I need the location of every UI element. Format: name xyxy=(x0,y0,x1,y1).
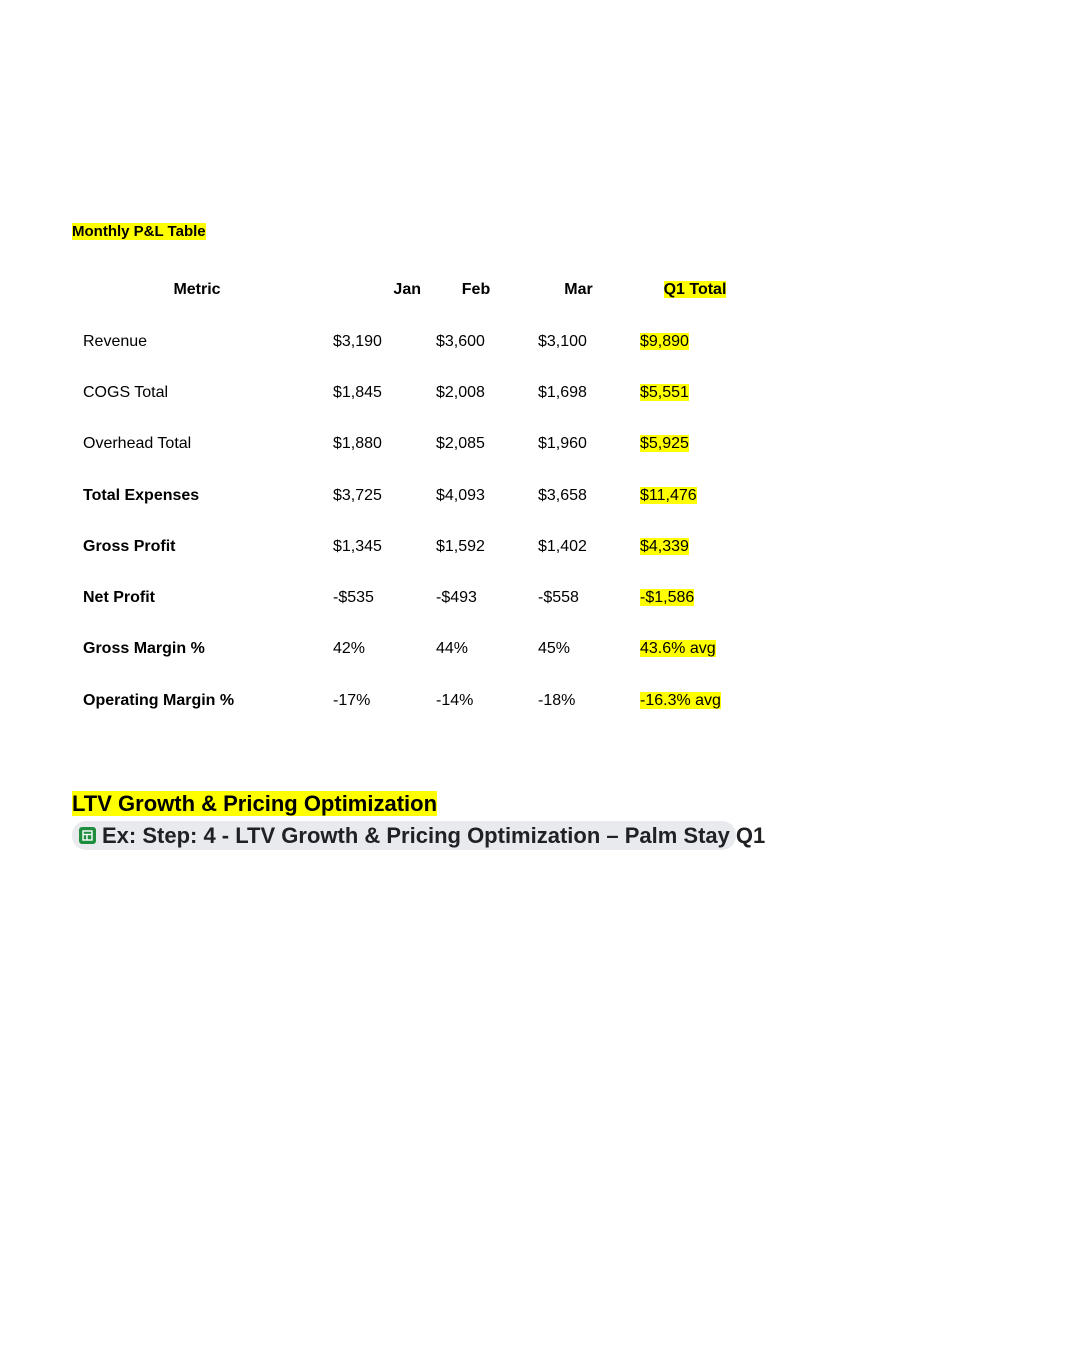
table-row xyxy=(72,470,760,521)
table-header-row xyxy=(72,264,760,316)
cell-mar: -18% xyxy=(538,691,576,709)
cell-mar: $3,100 xyxy=(538,332,587,350)
cell-mar: $3,658 xyxy=(538,486,587,504)
cell-jan: $3,190 xyxy=(333,332,382,350)
cell-q1-total-text: $11,476 xyxy=(640,486,697,504)
cell-mar: 45% xyxy=(538,640,571,658)
section-heading xyxy=(72,790,437,817)
header-q1-total xyxy=(630,264,760,316)
table-row xyxy=(72,419,760,470)
file-smart-chip[interactable] xyxy=(72,821,765,850)
cell-feb: -14% xyxy=(436,691,474,709)
cell-jan: $1,845 xyxy=(333,383,382,401)
row-metric-label: COGS Total xyxy=(83,383,169,401)
cell-jan: -17% xyxy=(333,691,371,709)
table-row xyxy=(72,624,760,675)
row-metric-label: Overhead Total xyxy=(83,435,192,453)
table-row xyxy=(72,675,760,726)
pl-table xyxy=(72,264,760,726)
cell-q1-total-text: $5,551 xyxy=(640,383,689,401)
cell-q1-total xyxy=(630,572,760,623)
cell-q1-total xyxy=(630,624,760,675)
header-jan-text: Jan xyxy=(393,281,421,298)
cell-feb: $1,592 xyxy=(436,537,485,555)
cell-mar: -$558 xyxy=(538,589,579,607)
header-metric: Metric xyxy=(173,281,221,298)
table-row xyxy=(72,316,760,367)
row-metric-label: Revenue xyxy=(83,332,148,350)
cell-jan: $1,880 xyxy=(333,435,382,453)
cell-q1-total-text: $5,925 xyxy=(640,435,689,453)
google-sheets-icon xyxy=(79,827,96,844)
row-metric-label: Net Profit xyxy=(83,589,155,607)
section-heading-text: LTV Growth & Pricing Optimization xyxy=(72,791,438,816)
cell-q1-total-text: 43.6% avg xyxy=(640,640,716,658)
table-row xyxy=(72,572,760,623)
cell-mar: $1,698 xyxy=(538,383,587,401)
header-jan xyxy=(322,264,425,316)
cell-jan: $1,345 xyxy=(333,537,382,555)
row-metric-label: Operating Margin % xyxy=(83,691,235,709)
table-title-text: Monthly P&L Table xyxy=(72,223,206,240)
table-title xyxy=(72,222,206,242)
table-body xyxy=(72,316,760,726)
cell-q1-total xyxy=(630,675,760,726)
cell-q1-total xyxy=(630,521,760,572)
cell-feb: $2,008 xyxy=(436,383,485,401)
cell-q1-total-text: -16.3% avg xyxy=(640,691,721,709)
cell-feb: $3,600 xyxy=(436,332,485,350)
header-mar: Mar xyxy=(564,281,593,298)
header-q1-total-text: Q1 Total xyxy=(663,281,727,298)
smart-chip-pill[interactable] xyxy=(72,821,736,850)
table-row xyxy=(72,521,760,572)
row-metric-label: Gross Margin % xyxy=(83,640,205,658)
table-row xyxy=(72,367,760,418)
cell-jan: 42% xyxy=(333,640,366,658)
cell-q1-total xyxy=(630,367,760,418)
header-feb: Feb xyxy=(461,281,491,298)
cell-q1-total-text: -$1,586 xyxy=(640,589,695,607)
cell-feb: $2,085 xyxy=(436,435,485,453)
row-metric-label: Total Expenses xyxy=(83,486,200,504)
cell-q1-total xyxy=(630,470,760,521)
cell-jan: $3,725 xyxy=(333,486,382,504)
cell-q1-total-text: $9,890 xyxy=(640,332,689,350)
smart-chip-label[interactable]: Ex: Step: 4 - LTV Growth & Pricing Optimization – Palm Stay xyxy=(102,823,730,848)
cell-q1-total-text: $4,339 xyxy=(640,537,689,555)
cell-feb: -$493 xyxy=(436,589,477,607)
cell-feb: 44% xyxy=(436,640,469,658)
cell-q1-total xyxy=(630,419,760,470)
cell-feb: $4,093 xyxy=(436,486,485,504)
cell-q1-total xyxy=(630,316,760,367)
row-metric-label: Gross Profit xyxy=(83,537,176,555)
cell-mar: $1,960 xyxy=(538,435,587,453)
smart-chip-tail-text: Q1 xyxy=(735,823,766,848)
cell-jan: -$535 xyxy=(333,589,374,607)
cell-mar: $1,402 xyxy=(538,537,587,555)
